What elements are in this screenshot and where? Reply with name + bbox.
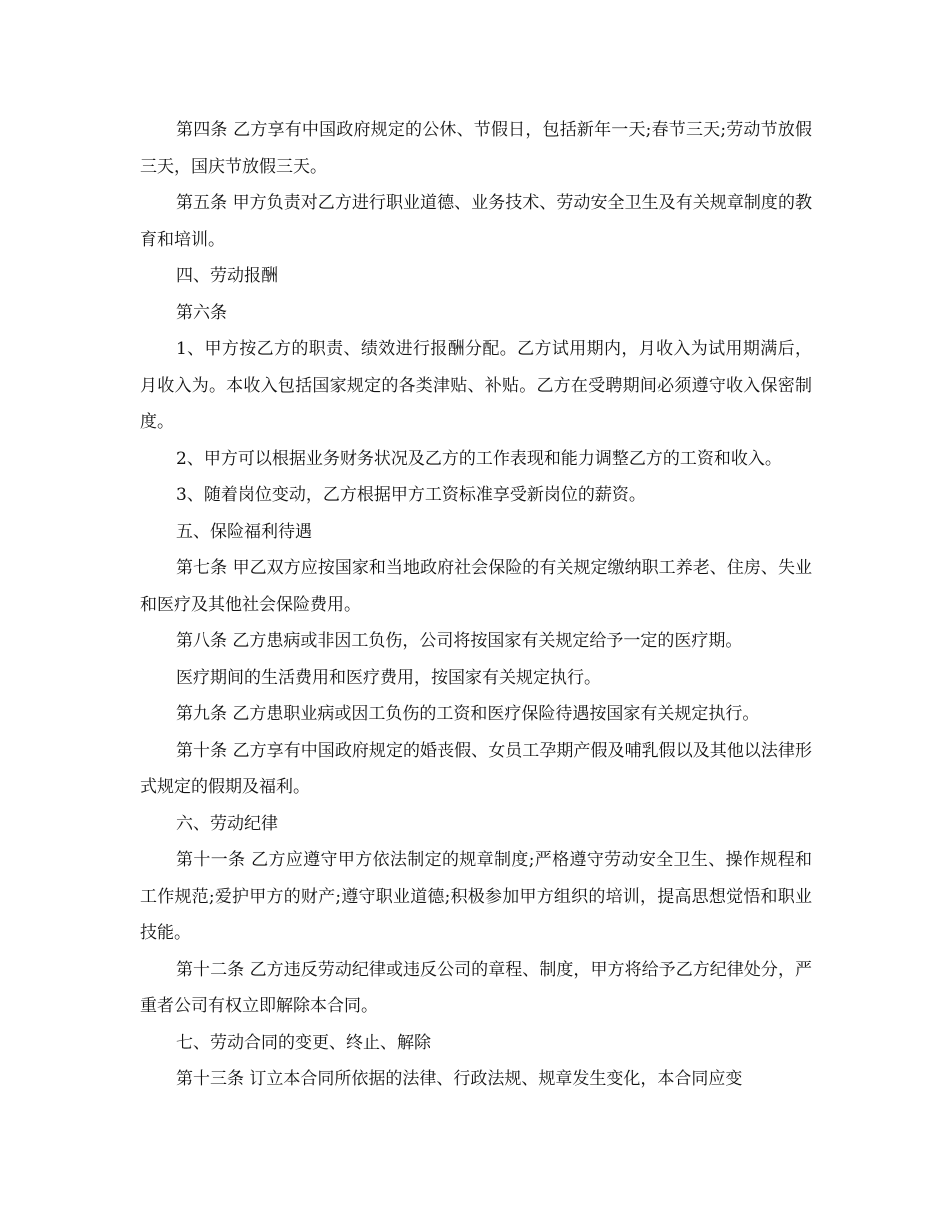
article-13: 第十三条 订立本合同所依据的法律、行政法规、规章发生变化，本合同应变	[176, 1069, 743, 1089]
article-6-item-1: 1、甲方按乙方的职责、绩效进行报酬分配。乙方试用期内，月收入为试用期满后，月收入为。本收入包括国家规定的各类津贴、补贴。乙方在受聘期间必须遵守收入保密制度。	[140, 339, 812, 432]
section-heading-contract-change: 七、劳动合同的变更、终止、解除	[176, 1032, 431, 1053]
article-12: 第十二条 乙方违反劳动纪律或违反公司的章程、制度，甲方将给予乙方纪律处分，严重者公司有权立即解除本合同。	[140, 959, 812, 1016]
article-10: 第十条 乙方享有中国政府规定的婚丧假、女员工孕期产假及哺乳假以及其他以法律形式规定的假期及福利。	[140, 740, 812, 797]
article-7: 第七条 甲乙双方应按国家和当地政府社会保险的有关规定缴纳职工养老、住房、失业和医疗及其他社会保险费用。	[140, 558, 812, 615]
document-page	[140, 112, 812, 1098]
article-6-item-3: 3、随着岗位变动，乙方根据甲方工资标准享受新岗位的薪资。	[176, 485, 646, 505]
article-11: 第十一条 乙方应遵守甲方依法制定的规章制度;严格遵守劳动安全卫生、操作规程和工作规范;爱护甲方的财产;遵守职业道德;积极参加甲方组织的培训，提高思想觉悟和职业技能。	[140, 850, 812, 943]
article-6-item-2: 2、甲方可以根据业务财务状况及乙方的工作表现和能力调整乙方的工资和收入。	[176, 448, 782, 469]
article-6: 第六条	[176, 302, 227, 323]
article-5: 第五条 甲方负责对乙方进行职业道德、业务技术、劳动安全卫生及有关规章制度的教育和培训。	[140, 193, 812, 250]
article-9: 第九条 乙方患职业病或因工负伤的工资和医疗保险待遇按国家有关规定执行。	[176, 704, 760, 724]
section-heading-remuneration: 四、劳动报酬	[176, 266, 278, 286]
section-heading-discipline: 六、劳动纪律	[176, 813, 278, 834]
section-heading-insurance: 五、保险福利待遇	[176, 521, 312, 542]
article-4: 第四条 乙方享有中国政府规定的公休、节假日，包括新年一天;春节三天;劳动节放假三天，国庆节放假三天。	[140, 120, 812, 177]
article-8-continued: 医疗期间的生活费用和医疗费用，按国家有关规定执行。	[176, 667, 601, 688]
article-8: 第八条 乙方患病或非因工负伤，公司将按国家有关规定给予一定的医疗期。	[176, 631, 743, 651]
